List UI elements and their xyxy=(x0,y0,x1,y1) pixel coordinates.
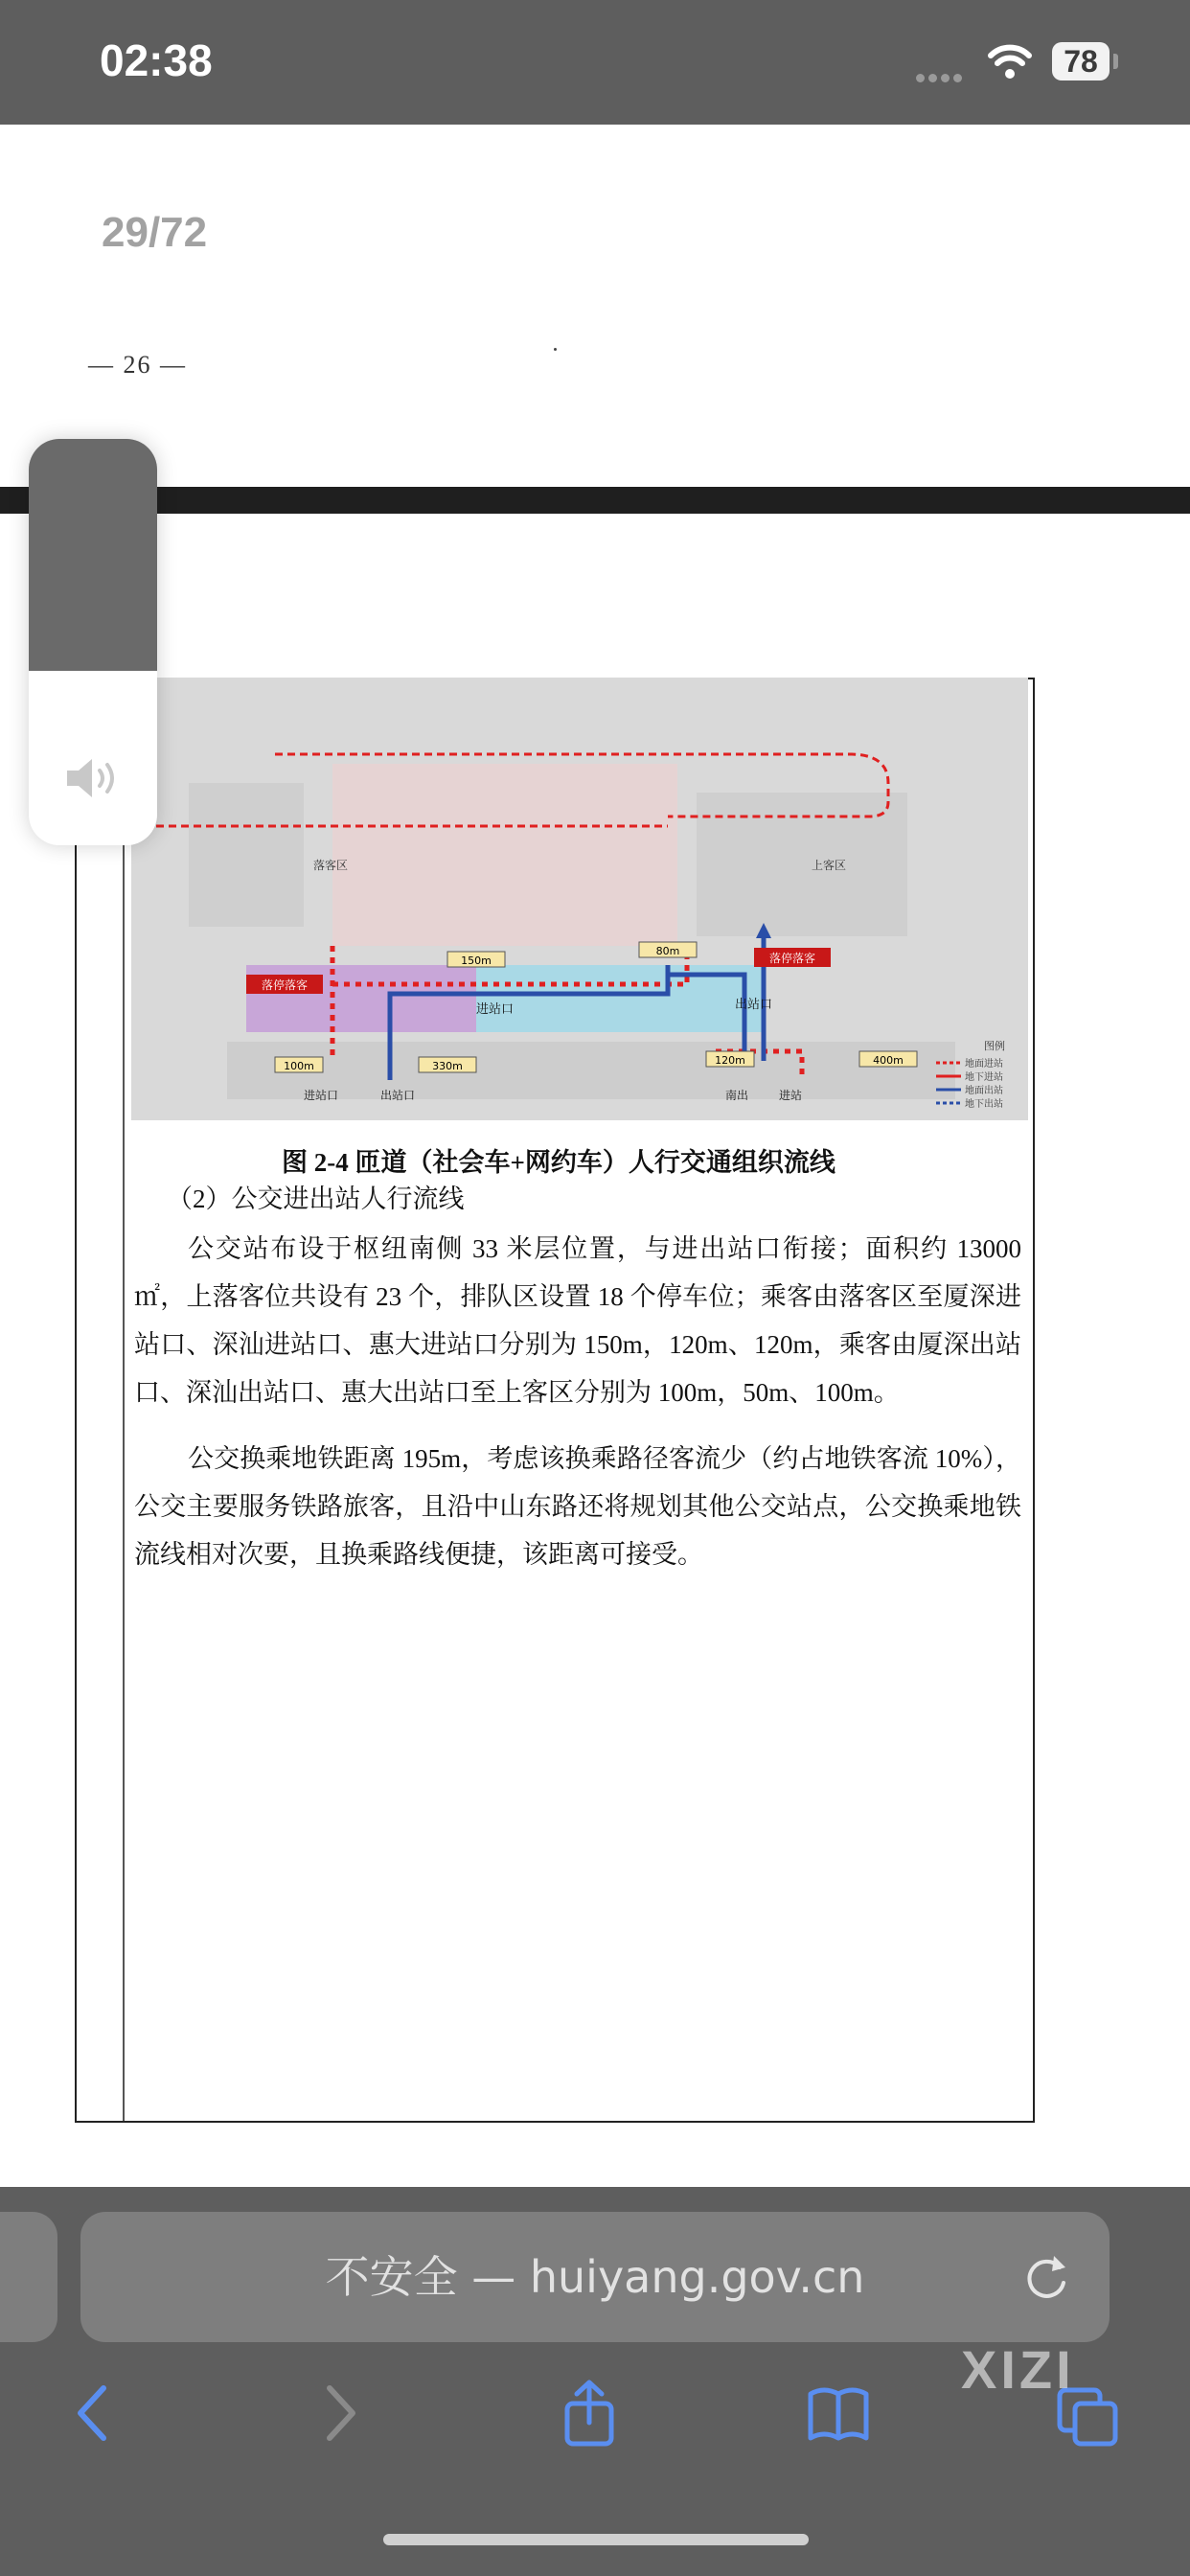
figure-caption: 图 2-4 匝道（社会车+网约车）人行交通组织流线 xyxy=(282,1148,835,1177)
map-block xyxy=(189,783,304,927)
distance-label: 400m xyxy=(873,1054,904,1067)
back-icon[interactable] xyxy=(59,2375,126,2451)
margin-line xyxy=(123,679,125,2121)
legend-item: 地下出站 xyxy=(965,1099,1003,1110)
home-indicator[interactable] xyxy=(383,2534,809,2545)
tab-preview[interactable] xyxy=(0,2212,57,2342)
map-label: 落客区 xyxy=(313,859,349,872)
legend-title: 图例 xyxy=(984,1040,1005,1052)
bookmarks-icon[interactable] xyxy=(805,2375,872,2451)
map-block xyxy=(697,793,907,936)
red-tag-right-label: 落停落客 xyxy=(768,952,816,965)
page-break xyxy=(0,487,1190,514)
distance-label: 330m xyxy=(432,1060,463,1072)
station-map-figure xyxy=(131,678,1028,1120)
battery-level: 78 xyxy=(1064,44,1098,79)
map-label: 南出 xyxy=(725,1089,749,1102)
speaker-icon xyxy=(63,755,125,801)
forward-icon[interactable] xyxy=(307,2375,374,2451)
status-time: 02:38 xyxy=(100,35,213,85)
distance-label: 100m xyxy=(284,1060,314,1072)
red-tag-left-label: 落停落客 xyxy=(261,978,309,992)
volume-hud[interactable] xyxy=(29,439,157,845)
section-heading: （2）公交进出站人行流线 xyxy=(167,1184,465,1213)
map-label: 出站口 xyxy=(380,1089,416,1102)
paragraph xyxy=(134,1225,1021,1416)
share-icon[interactable] xyxy=(556,2375,623,2451)
distance-label: 120m xyxy=(715,1054,745,1067)
legend-item: 地面进站 xyxy=(965,1059,1003,1070)
legend-item: 地下进站 xyxy=(965,1072,1003,1083)
paragraph-text: 公交站布设于枢纽南侧 33 米层位置，与进出站口衔接；面积约 13000 ㎡，上落客位共设有 23 个，排队区设置 18 个停车位；乘客由落客区至厦深进站口、深汕进站口、惠大进站口分别为 150m，120m、120m，乘客由厦深出站口、深汕出站口、惠大出站口至上客区分别为 100m，50m、100m。 xyxy=(134,1234,1021,1407)
battery-icon xyxy=(1052,42,1110,80)
map-label: 进站口 xyxy=(476,1002,515,1017)
map-block-station xyxy=(332,764,677,946)
distance-label: 80m xyxy=(655,945,680,957)
legend-item: 地面出站 xyxy=(965,1086,1003,1096)
signal-icon xyxy=(916,70,966,87)
wifi-icon xyxy=(987,42,1033,80)
map-label: 上客区 xyxy=(812,859,847,872)
volume-level-fill xyxy=(29,439,157,671)
page-number: — 26 — xyxy=(88,351,187,379)
watermark: XIZI xyxy=(961,2339,1075,2400)
reload-icon[interactable] xyxy=(1021,2250,1071,2304)
distance-label: 150m xyxy=(461,954,492,967)
paragraph-text: 公交换乘地铁距离 195m，考虑该换乘路径客流少（约占地铁客流 10%），公交主要服务铁路旅客，且沿中山东路还将规划其他公交站点，公交换乘地铁流线相对次要，且换乘路线便捷，该距离可接受。 xyxy=(134,1444,1021,1569)
battery-nub xyxy=(1113,54,1118,69)
speck xyxy=(554,348,557,351)
page-counter: 29/72 xyxy=(102,209,208,256)
address-bar[interactable]: 不安全 — huiyang.gov.cn xyxy=(80,2212,1110,2342)
map-label: 进站口 xyxy=(304,1089,339,1102)
map-label: 出站口 xyxy=(735,998,773,1012)
map-label: 进站 xyxy=(779,1089,803,1102)
paragraph xyxy=(134,1435,1021,1578)
